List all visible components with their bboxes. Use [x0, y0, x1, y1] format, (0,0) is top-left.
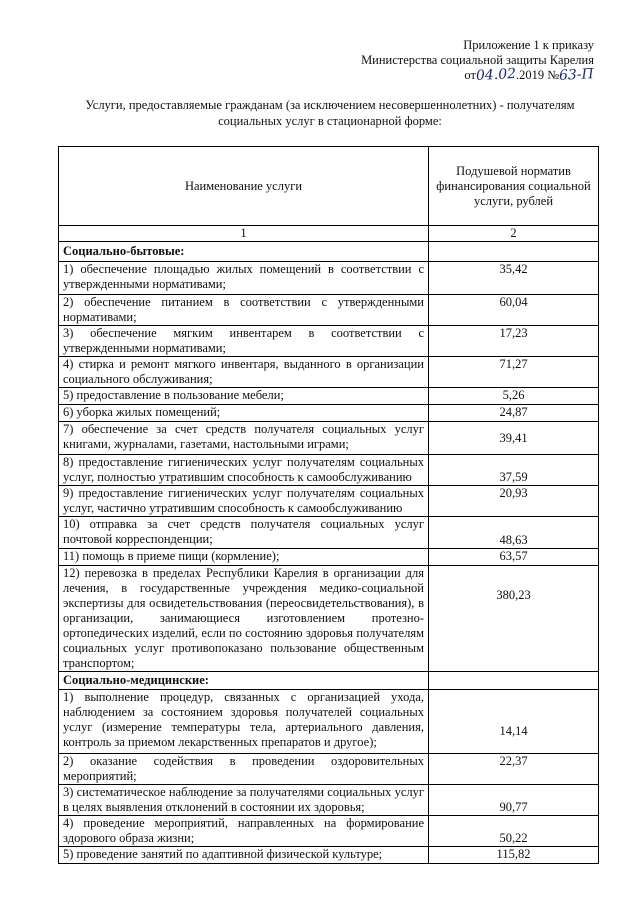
- service-name: 5) предоставление в пользование мебели;: [59, 388, 429, 405]
- section-row: [59, 672, 599, 690]
- table-row: [59, 754, 599, 785]
- service-rate: 380,23: [429, 566, 599, 672]
- service-name: 3) систематическое наблюдение за получателями социальных услуг в целях выявления отклонений в состоянии их здоровья;: [59, 785, 429, 816]
- table-row: [59, 295, 599, 326]
- appendix-block: [294, 38, 594, 83]
- service-rate: 39,41: [429, 422, 599, 455]
- document-heading: Услуги, предоставляемые гражданам (за исключением несовершеннолетних) - получателям социальных услуг в стационарной форме:: [85, 98, 575, 128]
- table-row: [59, 549, 599, 566]
- table-row: [59, 422, 599, 455]
- table-row: [59, 816, 599, 847]
- table-row: [59, 486, 599, 517]
- table-row: [59, 405, 599, 422]
- table-row: [59, 388, 599, 405]
- appendix-line-2: Министерства социальной защиты Карелия: [361, 53, 594, 67]
- year-and-number-sign: .2019 №: [516, 68, 560, 82]
- appendix-line-1: Приложение 1 к приказу: [463, 38, 594, 52]
- service-rate: 60,04: [429, 295, 599, 326]
- empty-cell: [429, 672, 599, 690]
- service-rate: 48,63: [429, 517, 599, 549]
- service-name: 12) перевозка в пределах Республики Карелия в организации для лечения, в государственные учреждения медико-социальной экспертизы для освидетельствования (переосвидетельствования), в организации, занимающиеся изготовлением протезно-ортопедических изделий, если по состоянию здоровья получателям социальных услуг противопоказано пользование общественным транспортом;: [59, 566, 429, 672]
- service-rate: 50,22: [429, 816, 599, 847]
- service-name: 4) проведение мероприятий, направленных на формирование здорового образа жизни;: [59, 816, 429, 847]
- service-rate: 20,93: [429, 486, 599, 517]
- table-row: [59, 326, 599, 357]
- table-row: [59, 455, 599, 486]
- service-name: 11) помощь в приеме пищи (кормление);: [59, 549, 429, 566]
- service-rate: 90,77: [429, 785, 599, 816]
- date-prefix: от: [464, 68, 476, 82]
- column-number-row: [59, 226, 599, 242]
- section-title: Социально-бытовые:: [59, 242, 429, 262]
- handwritten-date: 04.02: [475, 65, 517, 85]
- service-rate: 35,42: [429, 262, 599, 295]
- service-name: 6) уборка жилых помещений;: [59, 405, 429, 422]
- column-number-1: 1: [59, 226, 429, 242]
- handwritten-order-number: 63-П: [558, 66, 595, 84]
- service-rate: 24,87: [429, 405, 599, 422]
- service-name: 1) выполнение процедур, связанных с организацией ухода, наблюдением за состоянием здоровья получателей социальных услуг (измерение температуры тела, артериального давления, контроль за приемом лекарственных препаратов и другое);: [59, 690, 429, 754]
- table-row: [59, 785, 599, 816]
- service-rate: 115,82: [429, 847, 599, 864]
- column-number-2: 2: [429, 226, 599, 242]
- service-name: 3) обеспечение мягким инвентарем в соответствии с утвержденными нормативами;: [59, 326, 429, 357]
- table-header-row: [59, 147, 599, 226]
- service-name: 10) отправка за счет средств получателя социальных услуг почтовой корреспонденции;: [59, 517, 429, 549]
- table-row: [59, 357, 599, 388]
- service-name: 5) проведение занятий по адаптивной физической культуре;: [59, 847, 429, 864]
- service-rate: 5,26: [429, 388, 599, 405]
- column-header-rate: Подушевой норматив финансирования социальной услуги, рублей: [429, 147, 599, 226]
- service-name: 1) обеспечение площадью жилых помещений в соответствии с утвержденными нормативами;: [59, 262, 429, 295]
- service-name: 2) обеспечение питанием в соответствии с утвержденными нормативами;: [59, 295, 429, 326]
- section-title: Социально-медицинские:: [59, 672, 429, 690]
- service-rate: 63,57: [429, 549, 599, 566]
- services-table: [58, 146, 599, 864]
- service-name: 4) стирка и ремонт мягкого инвентаря, выданного в организации социального обслуживания;: [59, 357, 429, 388]
- table-row: [59, 262, 599, 295]
- column-header-service: Наименование услуги: [59, 147, 429, 226]
- service-name: 2) оказание содействия в проведении оздоровительных мероприятий;: [59, 754, 429, 785]
- service-name: 9) предоставление гигиенических услуг получателям социальных услуг, частично утратившим способность к самообслуживанию: [59, 486, 429, 517]
- service-rate: 22,37: [429, 754, 599, 785]
- service-name: 7) обеспечение за счет средств получателя социальных услуг книгами, журналами, газетами, настольными играми;: [59, 422, 429, 455]
- table-row: [59, 690, 599, 754]
- service-rate: 17,23: [429, 326, 599, 357]
- table-row: [59, 847, 599, 864]
- empty-cell: [429, 242, 599, 262]
- table-row: [59, 566, 599, 672]
- service-rate: 37,59: [429, 455, 599, 486]
- service-rate: 71,27: [429, 357, 599, 388]
- appendix-line-3: [294, 65, 595, 85]
- service-name: 8) предоставление гигиенических услуг получателям социальных услуг, полностью утратившим способность к самообслуживанию: [59, 455, 429, 486]
- section-row: [59, 242, 599, 262]
- table-row: [59, 517, 599, 549]
- service-rate: 14,14: [429, 690, 599, 754]
